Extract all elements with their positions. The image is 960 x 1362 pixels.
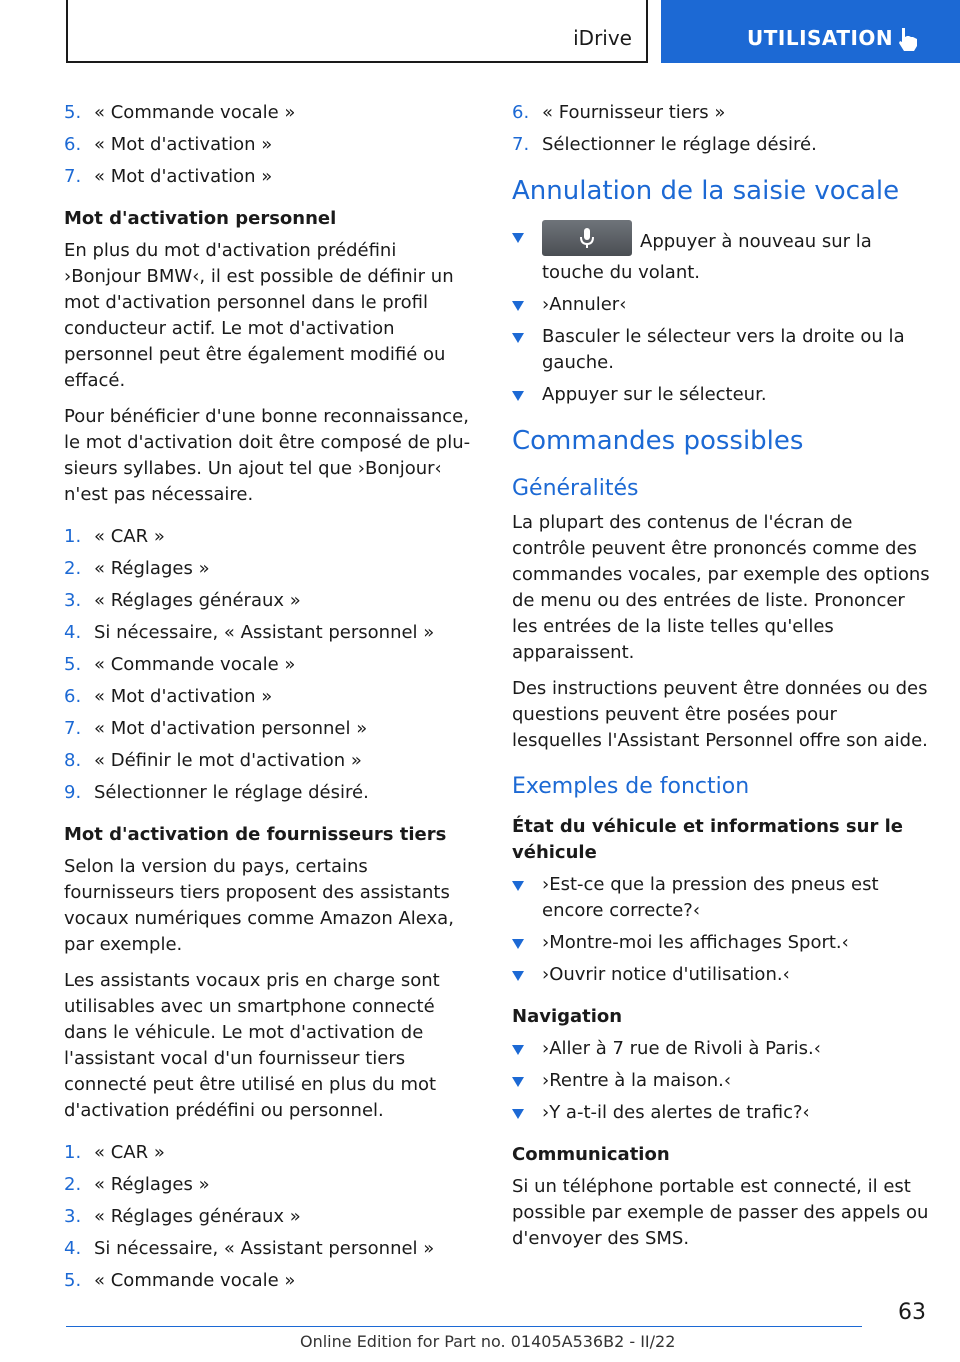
communication-title: Communication [512,1144,670,1165]
triangle-bullet-icon [512,391,524,401]
step-text: Si nécessaire, « Assistant personnel » [94,622,435,643]
list-item [512,1100,930,1126]
step-number: 5. [64,654,82,675]
step-text: « Commande vocale » [94,102,296,123]
step-number: 6. [64,134,82,155]
page-number: 63 [898,1300,926,1325]
pointing-hand-icon [896,26,920,52]
header-section-title: iDrive [573,26,632,50]
bullet-text: ›Est-ce que la pression des pneus est encore correcte?‹ [542,874,879,921]
bullet-text: Appuyer sur le sélecteur. [542,384,767,405]
bullet-text: ›Ouvrir notice d'utilisation.‹ [542,964,790,985]
triangle-bullet-icon [512,233,524,243]
paragraph: Les assistants vocaux pris en charge sont utilisables avec un smartphone connecté dans le véhicule. Le mot d'activation de l'assistant vocal d'un fournisseur tiers connecté peut être utilisé en plus du mot d'activation prédéfini ou personnel. [64,970,440,1121]
steps-list-3 [64,1140,478,1294]
paragraph: Des instructions peuvent être données ou des questions peuvent être posées pour lesquelles l'Assistant Personnel offre son aide. [512,678,928,751]
step-text: « Définir le mot d'activation » [94,750,362,771]
left-column [64,100,478,1310]
step-text: « CAR » [94,1142,165,1163]
bullet-text: ›Annuler‹ [542,294,627,315]
step-text: « CAR » [94,526,165,547]
list-item [64,684,478,710]
step-number: 7. [64,718,82,739]
list-item [64,652,478,678]
list-item [512,930,930,956]
step-text: Si nécessaire, « Assistant personnel » [94,1238,435,1259]
list-item [512,1036,930,1062]
thirdparty-wakeword-title: Mot d'activation de fournisseurs tiers [64,824,447,845]
triangle-bullet-icon [512,971,524,981]
step-number: 5. [64,102,82,123]
step-number: 5. [64,1270,82,1291]
list-item [64,780,478,806]
triangle-bullet-icon [512,939,524,949]
bullet-text: ›Montre-moi les affichages Sport.‹ [542,932,849,953]
cancel-voice-list [512,224,930,408]
step-text: « Commande vocale » [94,1270,296,1291]
list-item [64,164,478,190]
step-text: « Mot d'activation » [94,134,273,155]
bullet-text: ›Y a-t-il des alertes de trafic?‹ [542,1102,810,1123]
list-item [64,1140,478,1166]
list-item [512,1068,930,1094]
step-number: 8. [64,750,82,771]
vehicle-commands-list [512,872,930,988]
microphone-icon [579,227,595,249]
bullet-text: Appuyer à nouveau sur la touche du volant. [542,231,872,283]
list-item [64,100,478,126]
step-text: « Réglages » [94,558,210,579]
personal-wakeword-title: Mot d'activation personnel [64,208,337,229]
header-chapter-tab [661,0,960,63]
list-item [64,1204,478,1230]
paragraph: En plus du mot d'activation prédéfini ›Bonjour BMW‹, il est possible de définir un mot d'activation personnel dans le profil conducteur actif. Le mot d'activation personnel peut être également modifié ou effacé. [64,240,454,391]
step-number: 7. [64,166,82,187]
step-number: 1. [64,526,82,547]
triangle-bullet-icon [512,333,524,343]
paragraph: Si un téléphone portable est connecté, il est possible par exemple de passer des appels ou d'envoyer des SMS. [512,1176,929,1249]
step-number: 9. [64,782,82,803]
triangle-bullet-icon [512,1077,524,1087]
list-item [64,1172,478,1198]
navigation-title: Navigation [512,1006,623,1027]
triangle-bullet-icon [512,881,524,891]
step-number: 7. [512,134,530,155]
vehicle-status-title: État du véhicule et informations sur le véhicule [512,816,903,863]
header-chapter-title: UTILISATION [747,26,894,50]
step-text: « Mot d'activation » [94,686,273,707]
list-item [64,132,478,158]
triangle-bullet-icon [512,1109,524,1119]
steps-list-1 [64,100,478,190]
step-text: « Mot d'activation personnel » [94,718,368,739]
list-item [64,588,478,614]
step-text: « Commande vocale » [94,654,296,675]
list-item [512,224,930,286]
step-number: 4. [64,1238,82,1259]
list-item [512,132,930,158]
list-item [64,556,478,582]
triangle-bullet-icon [512,1045,524,1055]
bullet-text: ›Aller à 7 rue de Rivoli à Paris.‹ [542,1038,821,1059]
steering-wheel-mic-button [542,220,632,256]
step-text: « Mot d'activation » [94,166,273,187]
list-item [64,620,478,646]
step-text: « Réglages généraux » [94,590,301,611]
step-number: 2. [64,1174,82,1195]
list-item [64,524,478,550]
step-number: 3. [64,1206,82,1227]
header-section-box [66,0,648,63]
paragraph: Selon la version du pays, certains fournisseurs tiers proposent des assistants vocaux numériques comme Amazon Alexa, par exemple. [64,856,454,955]
step-number: 3. [64,590,82,611]
step-text: « Fournisseur tiers » [542,102,726,123]
possible-commands-heading: Commandes possibles [512,426,804,456]
step-text: Sélectionner le réglage désiré. [94,782,369,803]
step-number: 1. [64,1142,82,1163]
footer-divider [66,1326,862,1327]
step-text: « Réglages généraux » [94,1206,301,1227]
navigation-commands-list [512,1036,930,1126]
list-item [512,962,930,988]
list-item [512,100,930,126]
list-item [512,872,930,924]
list-item [512,292,930,318]
triangle-bullet-icon [512,301,524,311]
list-item [64,716,478,742]
right-column [512,100,930,1262]
bullet-text: ›Rentre à la maison.‹ [542,1070,732,1091]
bullet-text: Basculer le sélecteur vers la droite ou la gauche. [542,326,905,373]
step-number: 6. [64,686,82,707]
list-item [64,1236,478,1262]
paragraph: Pour bénéficier d'une bonne reconnaissance, le mot d'activation doit être composé de plusieurs syllabes. Un ajout tel que ›Bonjour‹ n'est pas nécessaire. [64,406,471,505]
step-text: « Réglages » [94,1174,210,1195]
footer-edition: Online Edition for Part no. 01405A536B2 - II/22 [300,1332,676,1351]
list-item [512,382,930,408]
steps-list-4 [512,100,930,158]
cancel-voice-heading: Annulation de la saisie vocale [512,176,900,206]
step-text: Sélectionner le réglage désiré. [542,134,817,155]
list-item [64,1268,478,1294]
paragraph: La plupart des contenus de l'écran de contrôle peuvent être prononcés comme des commandes vocales, par exemple des options de menu ou des entrées de liste. Prononcer les entrées de la liste telles qu'elles apparaissent. [512,512,930,663]
examples-heading: Exemples de fonction [512,774,750,799]
step-number: 6. [512,102,530,123]
steps-list-2 [64,524,478,806]
list-item [64,748,478,774]
general-heading: Généralités [512,476,639,501]
step-number: 2. [64,558,82,579]
list-item [512,324,930,376]
step-number: 4. [64,622,82,643]
